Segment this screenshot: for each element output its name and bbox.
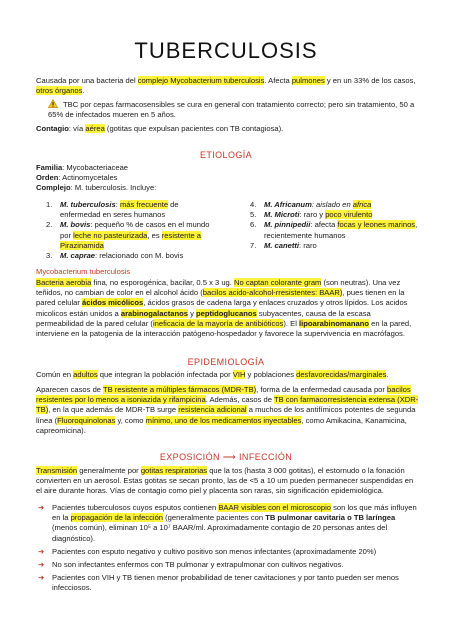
intro-highlight: pulmones — [291, 76, 325, 85]
warning-icon — [48, 99, 58, 108]
highlight-text: TB con farmacorresistencia extensa (XDR-TB) — [36, 395, 419, 415]
text-run: en la pared, interviene en la patogenia de la interacción patógeno-hospedador y favorece la supervivencia en macrófagos. — [36, 318, 412, 339]
heading-part: EXPOSICIÓN — [159, 452, 220, 462]
highlight-text: arabinogalactanos — [120, 308, 188, 318]
text-run: , en la que además de MDR-TB surge — [48, 405, 179, 415]
text-run: y — [187, 308, 196, 318]
highlight-text: adultos — [73, 370, 98, 379]
orden-line — [36, 173, 420, 183]
text-run: , como Amikacina, Kanamicina, capreomicina). — [36, 415, 407, 435]
arrow-right-icon: ➜ — [38, 573, 45, 583]
list-item — [36, 503, 420, 544]
familia-value: : Mycobacteriaceae — [62, 163, 129, 172]
text-run: y, como — [115, 415, 146, 425]
text-run: a muchos de los antifímicos potentes de segunda línea ( — [36, 405, 416, 425]
text-run: Común en — [36, 370, 74, 379]
species-list-right — [250, 200, 418, 251]
epi-paragraph-2 — [36, 385, 420, 436]
arrow-right-icon: ➜ — [38, 560, 45, 570]
list-item: 4. M. Africanum: aislado en africa — [250, 200, 372, 209]
list-item: 2. M. bovis: pequeño % de casos en el mundo por leche no pasteurizada, es resistente a Pirazinamida — [46, 220, 210, 250]
familia-label: Familia — [36, 163, 63, 172]
text-run: ). El — [283, 318, 299, 328]
highlight-text: Fluoroquinolonas — [57, 415, 116, 425]
epi-paragraph-1 — [36, 370, 420, 380]
text-run: que integran la población infectada por — [97, 370, 233, 379]
intro-text: . — [82, 86, 85, 96]
list-item: 5. M. Microti: raro y poco virulento — [250, 210, 373, 220]
heading-part: INFECCIÓN — [239, 452, 293, 462]
species-list-left — [46, 200, 216, 261]
arrow-icon: ⟶ — [222, 452, 237, 462]
text-run: (menos común), eliminan 10⁵ a 10⁷ BAAR/ml. Aproximadamente contagio de 20 personas antes del diagnóstico). — [52, 523, 388, 543]
contagio-label: Contagio — [36, 124, 69, 133]
text-run: que la tos (hasta 3 000 gotitas), el estornudo o la fonación convierten en un aerosol. Estas gotitas se secan pronto, las de <5 a 10 um pueden permanecer suspendidas en el aire durante horas. Vías de contagio como piel y placenta son raras, sin significación epidemiológica. — [36, 466, 414, 496]
contagio-text: : vía — [68, 124, 86, 133]
text-run: . — [386, 370, 389, 379]
text-run: , forma de la enfermedad causada por — [256, 385, 388, 394]
page-title: TUBERCULOSIS — [134, 38, 318, 63]
complejo-label: Complejo — [36, 183, 71, 193]
text-run: Aparecen casos de — [36, 385, 103, 394]
text-run: Pacientes con esputo negativo y cultivo positivo son menos infectantes (aproximadamente 20%) — [52, 546, 377, 556]
intro-text: . Afecta — [264, 76, 292, 85]
highlight-text: BAAR visibles con el microscopio — [218, 503, 332, 512]
exposicion-paragraph — [36, 466, 420, 497]
intro-highlight: complejo Mycobacterium tuberculosis — [137, 76, 265, 85]
orden-label: Orden — [36, 173, 59, 183]
text-run: fina, no esporogénica, bacilar, 0.5 x 3 ug. — [91, 278, 234, 287]
arrow-right-icon: ➜ — [38, 546, 45, 556]
intro-paragraph — [36, 76, 420, 96]
text-run: (generalmente pacientes con — [163, 513, 266, 523]
highlight-text: TB resistente a múltiples fármacos (MDR-TB) — [102, 385, 257, 394]
section-heading-epidemiologia: EPIDEMIOLOGÍA — [187, 357, 265, 367]
highlight-text: No captan colorante gram — [234, 278, 322, 287]
highlight-text: bacilos resistentes por lo menos a isoniazida y rifampicina — [36, 385, 411, 405]
highlight-text: desfavorecidas/marginales — [296, 370, 387, 379]
intro-text: Causada por una bacteria del — [36, 76, 138, 85]
text-run: Pacientes tuberculosos cuyos esputos contienen — [52, 503, 219, 512]
highlight-text: ácidos micólicos — [82, 298, 144, 308]
list-item — [36, 547, 420, 557]
text-run: generalmente por — [77, 466, 141, 475]
exposicion-bullets — [36, 503, 420, 597]
contagio-highlight: aérea — [85, 124, 105, 133]
highlight-text: VIH — [232, 370, 246, 379]
section-heading-exposicion — [0, 452, 452, 462]
highlight-text: ineficacia de la mayoría de antibióticos — [152, 318, 284, 328]
text-run: son los que más influyen en la — [52, 503, 417, 523]
text-run: Pacientes con VIH y TB tienen menor probabilidad de tener cavitaciones y por tanto pueden ser menos infecciosos. — [52, 573, 399, 593]
orden-value: : Actinomycetales — [58, 173, 118, 183]
warning-note — [48, 99, 418, 120]
text-run: No son infectantes enfermos con TB pulmonar y extrapulmonar con cultivos negativos. — [52, 560, 344, 570]
complejo-line — [36, 183, 420, 193]
list-item: 7. M. canetti: raro — [250, 240, 317, 250]
contagio-text: (gotitas que expulsan pacientes con TB contagiosa). — [104, 124, 284, 133]
list-item — [36, 560, 420, 570]
species-columns — [46, 200, 420, 266]
list-item: 6. M. pinnipedii: afecta focas y leones marinos, recientemente humanos — [250, 220, 418, 240]
text-run: (son neutras). Una vez teñidos, no cambian de color en el alcohol ácido ( — [36, 278, 401, 298]
myco-subtitle: Mycobacterium tuberculosis — [36, 267, 131, 276]
highlight-text: peptidoglucanos — [195, 308, 257, 318]
list-item: 3. M. caprae: relacionado con M. bovis — [46, 251, 184, 261]
intro-text: y en un 33% de los casos, — [324, 76, 416, 85]
familia-line — [36, 163, 420, 173]
text-run: subyacentes, causa de la escasa permeabilidad de la pared celular ( — [36, 308, 371, 328]
highlight-text: Bacteria aerobia — [36, 278, 92, 287]
contagio-line — [36, 124, 420, 134]
highlight-text: resistencia adicional — [178, 405, 247, 415]
highlight-text: lipoarabinomanano — [299, 318, 370, 328]
highlight-text: mínimo, uno de los medicamentos inyectables — [145, 415, 302, 425]
complejo-value: : M. tuberculosis. Incluye: — [70, 183, 157, 193]
text-run: . Además, casos de — [205, 395, 274, 405]
section-heading-etiologia: ETIOLOGÍA — [199, 150, 253, 160]
highlight-text: gotitas respiratorias — [140, 466, 208, 475]
highlight-text: propagación de la infección — [70, 513, 164, 523]
text-run: , pues tienen en la pared celular — [36, 288, 405, 308]
text-run: y poblaciones — [245, 370, 297, 379]
myco-paragraph — [36, 278, 420, 339]
highlight-text: Transmisión — [36, 466, 78, 475]
taxonomy-list — [36, 163, 420, 194]
warning-text: TBC por cepas farmacosensibles se cura en general con tratamiento correcto; pero sin tratamiento, 50 a 65% de infectados mueren en 5 años. — [48, 100, 415, 120]
text-run: TB pulmonar cavitaria o TB laríngea — [265, 513, 396, 523]
list-item: 1. M. tuberculosis: más frecuente de enfermedad en seres humanos — [46, 200, 179, 220]
list-item — [36, 573, 420, 593]
arrow-right-icon: ➜ — [38, 503, 45, 512]
highlight-text: bacilos acido-alcohol-rresistentes: BAAR) — [202, 288, 343, 298]
intro-highlight: otros órganos — [36, 86, 83, 96]
text-run: , ácidos grasos de cadena larga y enlaces cruzados y otros lípidos. Los acidos micolicos están unidos a — [36, 298, 408, 318]
